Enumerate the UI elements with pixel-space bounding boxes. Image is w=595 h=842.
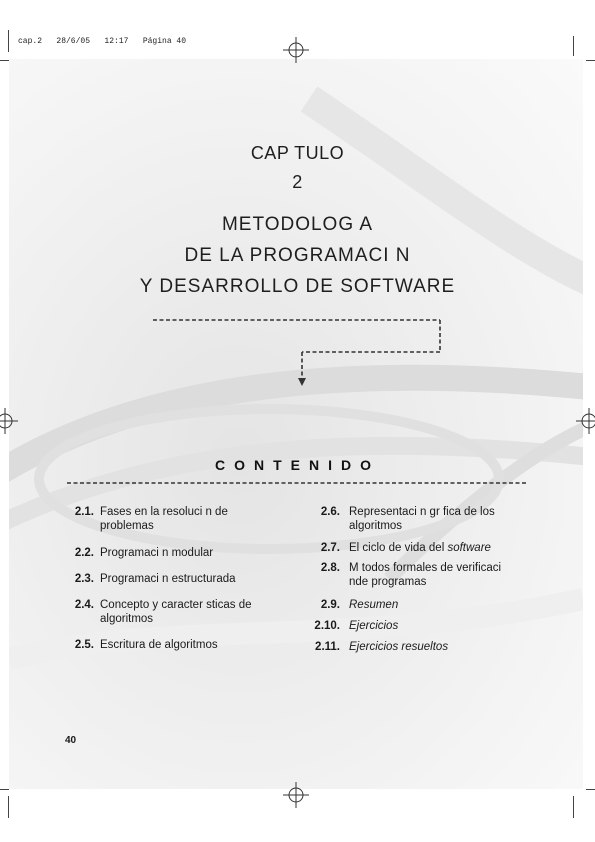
toc-text: Programaci n estructurada — [100, 573, 236, 585]
toc-text: Programaci n modular — [100, 547, 214, 559]
toc-entry-2-8 — [308, 561, 538, 591]
toc-number: 2.5. — [74, 639, 94, 651]
toc-text: Fases en la resoluci n de problemas — [100, 506, 228, 532]
toc-text — [349, 541, 539, 555]
page-number: 40 — [65, 735, 77, 746]
chapter-title-line-3: Y DESARROLLO DE SOFTWARE — [139, 276, 456, 297]
chapter-label: CAP TULO — [250, 143, 345, 163]
toc-number: 2.6. — [320, 506, 340, 518]
chapter-number: 2 — [292, 172, 303, 192]
toc-number: 2.3. — [74, 573, 94, 585]
toc-entry-2-11 — [308, 640, 538, 656]
toc-entry-2-1 — [62, 505, 282, 535]
toc-entry-2-5 — [62, 638, 282, 654]
contents-heading: CONTENIDO — [215, 457, 380, 473]
toc-text-italic: Ejercicios resueltos — [349, 641, 449, 653]
toc-text — [349, 619, 524, 633]
toc-number: 2.8. — [320, 562, 340, 574]
toc-entry-2-2 — [62, 546, 282, 562]
toc-text-italic: software — [447, 542, 491, 554]
toc-number: 2.10. — [314, 620, 340, 632]
toc-number: 2.11. — [315, 641, 340, 653]
toc-text: Concepto y caracter sticas de algoritmos — [100, 599, 252, 625]
arrow-head-icon — [298, 378, 306, 386]
toc-entry-2-6 — [308, 505, 538, 535]
toc-number: 2.1. — [74, 506, 94, 518]
toc-entry-2-7 — [308, 541, 538, 557]
toc-number: 2.2. — [74, 547, 94, 559]
toc-text-regular: El ciclo de vida del — [349, 542, 448, 554]
chapter-title-line-1: METODOLOG A — [221, 214, 374, 235]
toc-entry-2-4 — [62, 598, 282, 628]
toc-number: 2.7. — [320, 542, 340, 554]
chapter-title-line-2: DE LA PROGRAMACI N — [184, 245, 411, 266]
toc-text-italic: Resumen — [349, 599, 399, 611]
toc-entry-2-9 — [308, 598, 538, 614]
toc-text — [349, 640, 524, 654]
toc-entry-2-3 — [62, 572, 282, 588]
toc-text — [349, 598, 524, 612]
toc-number: 2.9. — [320, 599, 340, 611]
toc-text: Escritura de algoritmos — [100, 639, 218, 651]
print-slug: cap.2 28/6/05 12:17 Página 40 — [18, 37, 187, 46]
toc-entry-2-10 — [308, 619, 538, 635]
toc-text: M todos formales de verificaci nde programas — [349, 562, 502, 588]
toc-text: Representaci n gr fica de los algoritmos — [349, 506, 495, 532]
toc-text-italic: Ejercicios — [349, 620, 399, 632]
toc-number: 2.4. — [74, 599, 94, 611]
